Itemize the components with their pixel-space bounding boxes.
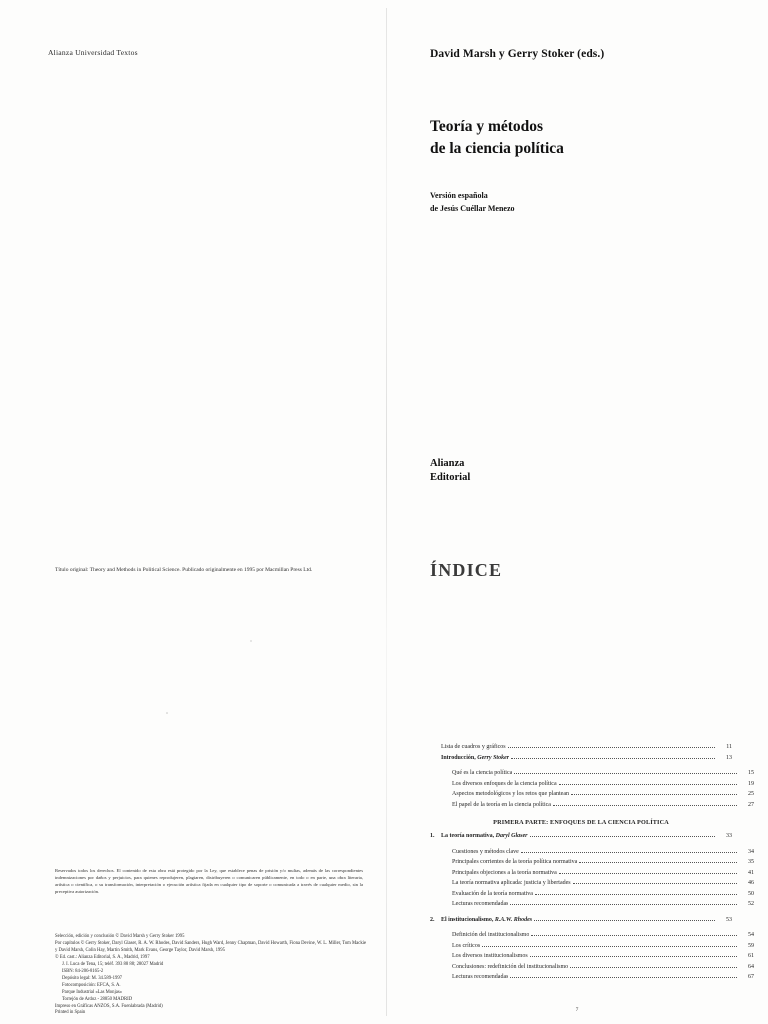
toc-subentry[interactable] bbox=[430, 857, 754, 868]
toc-entry-author: R.A.W. Rhodes bbox=[493, 916, 533, 923]
imprint-line: ISBN: 84-206-8165-2 bbox=[62, 968, 104, 974]
imprint-line: Printed in Spain bbox=[55, 1010, 86, 1016]
imprint-line: Torrejón de Ardoz - 28850 MADRID bbox=[62, 996, 133, 1002]
toc-entry-label: Cuestiones y métodos clave bbox=[452, 848, 519, 855]
toc-leader-dots bbox=[521, 849, 737, 853]
toc-entry-page: 50 bbox=[748, 890, 754, 897]
imprint-line: Impreso en Gráficas ANZOS, S.A. Fuenlabrada (Madrid) bbox=[55, 1003, 163, 1009]
toc-subentry[interactable] bbox=[430, 800, 754, 811]
toc-entry-label: Principales objeciones a la teoría normativa bbox=[452, 869, 557, 876]
toc-leader-dots bbox=[573, 880, 737, 884]
toc-subentry[interactable] bbox=[430, 941, 754, 952]
toc-subentry[interactable] bbox=[430, 972, 754, 983]
imprint-line: © Ed. cast.: Alianza Editorial, S. A., Madrid, 1997 bbox=[55, 954, 150, 960]
toc-leader-dots bbox=[531, 932, 737, 936]
series-label: Alianza Universidad Textos bbox=[48, 48, 138, 57]
toc-entry-label: Conclusiones: redefinición del institucionalismo bbox=[452, 963, 569, 970]
imprint-line: Depósito legal: M. 34.589-1997 bbox=[62, 975, 123, 981]
translation-credit bbox=[430, 190, 515, 216]
toc-entry-page: 46 bbox=[748, 880, 754, 886]
toc-entry-number: 2. bbox=[430, 916, 435, 923]
toc-entry-page: 67 bbox=[748, 974, 754, 980]
toc-entry[interactable] bbox=[430, 753, 732, 764]
toc-entry-label: La teoría normativa aplicada: justicia y libertades bbox=[452, 880, 571, 886]
scan-speckle bbox=[250, 640, 252, 642]
imprint-block bbox=[55, 934, 367, 1017]
book-editors: David Marsh y Gerry Stoker (eds.) bbox=[430, 48, 605, 60]
toc-entry-label: El papel de la teoría en la ciencia política bbox=[452, 801, 551, 808]
toc-subentry[interactable] bbox=[430, 847, 754, 858]
imprint-line: Selección, edición y conclusión © David Marsh y Gerry Stoker 1995 bbox=[55, 934, 185, 939]
toc-entry-page: 53 bbox=[726, 916, 732, 923]
toc-entry-label: Aspectos metodológicos y los retos que plantean bbox=[452, 791, 569, 797]
toc-entry-label: Lista de cuadros y gráficos bbox=[441, 744, 506, 750]
toc-leader-dots bbox=[534, 917, 715, 921]
toc-entry[interactable] bbox=[430, 742, 732, 753]
imprint-line: Por capítulos © Gerry Stoker, Daryl Glaser, R. A. W. Rhodes, David Sanders, Hugh Ward, Jenny Chapman, David Howarth, Fiona Devine, W. L. Miller, Tom Mackie y David Marsh, Colin Hay, Martin Smith, Mark Evans, George Taylor, David Marsh, 1995 bbox=[55, 940, 367, 953]
toc-entry-page: 15 bbox=[748, 770, 754, 776]
toc-entry[interactable] bbox=[430, 915, 732, 926]
book-title-line-1: Teoría y métodos bbox=[430, 118, 544, 135]
toc-leader-dots bbox=[514, 770, 737, 774]
toc-subentry[interactable] bbox=[430, 868, 754, 879]
toc-leader-dots bbox=[571, 791, 737, 795]
toc-entry-page: 35 bbox=[748, 859, 754, 865]
toc-leader-dots bbox=[530, 833, 716, 837]
toc-leader-dots bbox=[482, 943, 737, 947]
publisher-line-1: Alianza bbox=[430, 458, 465, 469]
toc-part-heading: PRIMERA PARTE: ENFOQUES DE LA CIENCIA POLÍTICA bbox=[493, 819, 669, 826]
toc-subentry[interactable] bbox=[430, 951, 754, 962]
toc-entry-label: Lecturas recomendadas bbox=[452, 974, 509, 980]
toc-subentry[interactable] bbox=[430, 789, 754, 800]
book-title-line-2: de la ciencia política bbox=[430, 140, 564, 157]
toc-subentry[interactable] bbox=[430, 899, 754, 910]
right-page-title-and-index bbox=[386, 0, 768, 1024]
toc-entry-page: 27 bbox=[748, 801, 754, 808]
toc-leader-dots bbox=[510, 974, 737, 978]
toc-leader-dots bbox=[535, 891, 737, 895]
toc-entry-page: 54 bbox=[748, 932, 754, 938]
index-heading: ÍNDICE bbox=[430, 560, 503, 580]
toc-entry-author: Gerry Stoker bbox=[475, 754, 510, 761]
toc-entry-page: 34 bbox=[748, 848, 754, 855]
toc-entry-label: Definición del institucionalismo bbox=[452, 932, 530, 938]
toc-entry-label: Principales corrientes de la teoría política normativa bbox=[452, 859, 578, 865]
toc-leader-dots bbox=[553, 802, 737, 806]
toc-entry-label: Introducción, Gerry Stoker bbox=[441, 754, 510, 761]
toc-subentry[interactable] bbox=[430, 768, 754, 779]
toc-entry-page: 19 bbox=[748, 780, 754, 787]
toc-entry-label: Los diversos institucionalismos bbox=[452, 953, 528, 959]
toc-entry-page: 52 bbox=[748, 901, 754, 907]
toc-entry[interactable] bbox=[430, 831, 732, 842]
toc-entry-page: 11 bbox=[726, 744, 732, 750]
toc-leader-dots bbox=[511, 755, 715, 759]
toc-entry-label: Los diversos enfoques de la ciencia política bbox=[452, 780, 557, 787]
toc-leader-dots bbox=[510, 901, 737, 905]
toc-leader-dots bbox=[530, 953, 737, 957]
toc-entry-label: Lecturas recomendadas bbox=[452, 901, 509, 907]
toc-entry-label: Evaluación de la teoría normativa bbox=[452, 890, 533, 897]
toc-entry-page: 59 bbox=[748, 942, 754, 949]
translation-credit-line-1: Versión española bbox=[430, 191, 488, 200]
page-folio-number: 7 bbox=[575, 1007, 579, 1013]
toc-leader-dots bbox=[559, 870, 737, 874]
toc-leader-dots bbox=[559, 781, 737, 785]
toc-entry-number: 1. bbox=[430, 833, 435, 839]
toc-entry-page: 61 bbox=[748, 953, 754, 959]
publisher-line-2: Editorial bbox=[430, 472, 471, 484]
original-title-note: Título original: Theory and Methods in Political Science. Publicado originalmente en 1995 por Macmillan Press Ltd. bbox=[55, 567, 313, 573]
rights-reserved-note: Reservados todos los derechos. El contenido de esta obra está protegido por la Ley, que establece penas de prisión y/o multas, además de las correspondientes indemnizaciones por daños y perjuicios, para quienes reprodujeren, plagiaren, distribuyeren o comunicaren públicamente, en todo o en parte, una obra literaria, artística o científica, o su transformación, interpretación o ejecución artística fijada en cualquier tipo de soporte o comunicada a través de cualquier medio, sin la preceptiva autorización. bbox=[55, 868, 363, 894]
toc-entry-author: Daryl Glaser bbox=[494, 833, 528, 839]
toc-subentry[interactable] bbox=[430, 878, 754, 889]
toc-subentry[interactable] bbox=[430, 930, 754, 941]
scan-speckle bbox=[166, 712, 168, 714]
book-title bbox=[430, 116, 564, 160]
imprint-line: Parque Industrial «Las Monjas» bbox=[62, 989, 123, 995]
toc-entry-label: La teoría normativa, Daryl Glaser bbox=[441, 833, 528, 839]
toc-subentry[interactable] bbox=[430, 889, 754, 900]
toc-entry-page: 41 bbox=[748, 869, 754, 876]
toc-entry-page: 33 bbox=[726, 833, 732, 839]
translation-credit-line-2: de Jesús Cuéllar Menezo bbox=[430, 203, 515, 213]
publisher-name bbox=[430, 457, 470, 485]
toc-entry-label: El institucionalismo, R.A.W. Rhodes bbox=[441, 916, 533, 923]
toc-leader-dots bbox=[570, 964, 737, 968]
imprint-line: Fotocomposición: EFCA, S. A. bbox=[62, 982, 121, 988]
toc-entry-page: 64 bbox=[748, 963, 754, 970]
imprint-line: J. I. Luca de Tena, 15; teléf. 393 88 88; 28027 Madrid bbox=[62, 961, 164, 967]
toc-entry-label: Qué es la ciencia política bbox=[452, 770, 513, 776]
toc-entry-label: Los críticos bbox=[452, 942, 481, 949]
toc-subentry[interactable] bbox=[430, 962, 754, 973]
toc-subentry[interactable] bbox=[430, 779, 754, 790]
toc-entry-page: 13 bbox=[726, 754, 732, 761]
toc-entry-page: 25 bbox=[748, 791, 754, 797]
table-of-contents bbox=[430, 742, 754, 983]
toc-leader-dots bbox=[579, 859, 737, 863]
toc-leader-dots bbox=[508, 744, 715, 748]
